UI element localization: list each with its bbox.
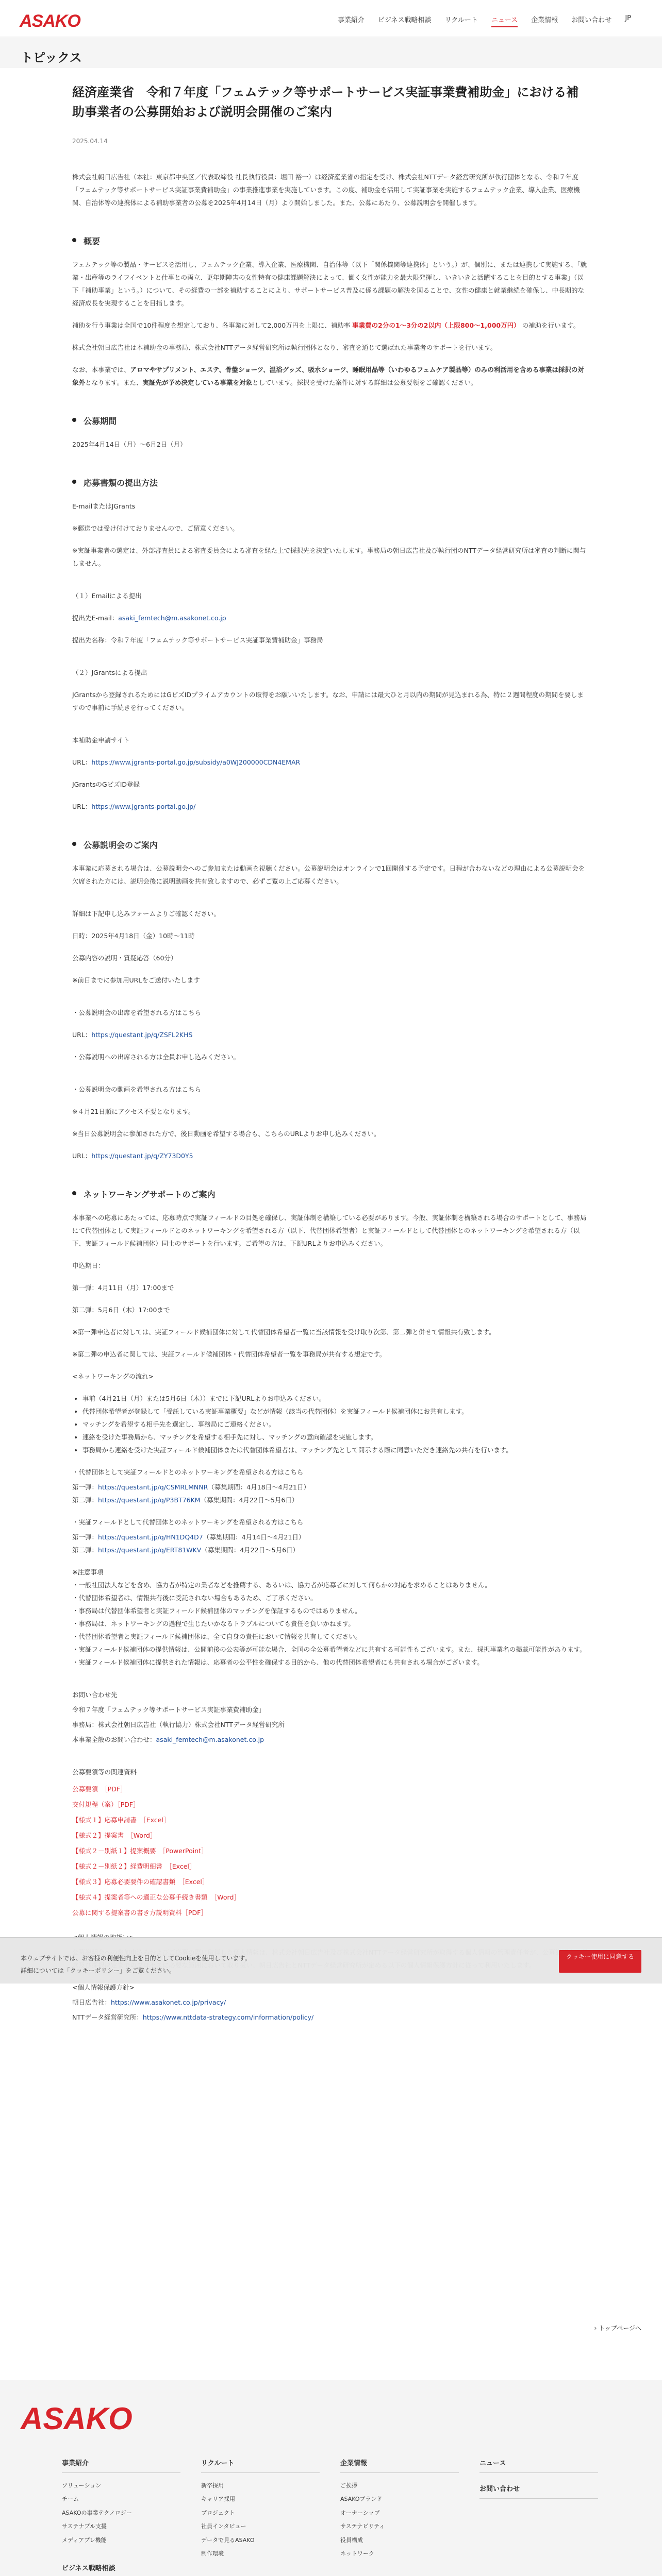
footer-link[interactable]: ASAKOの事業テクノロジー (62, 2509, 132, 2516)
main-nav (338, 14, 631, 27)
download-link[interactable]: 【様式４】提案者等への適正な公募手続き書類 ［Word］ (72, 1893, 240, 1901)
briefing-attend-url: URL：https://questant.jp/q/ZSFL2KHS (72, 1030, 193, 1039)
inquiry-line-2: 事務局：株式会社朝日広告社（執行協力）株式会社NTTデータ経営研究所 (72, 1720, 285, 1728)
footer-heading[interactable]: 事業紹介 (62, 2458, 180, 2473)
privacy-asako-link[interactable]: https://www.asakonet.co.jp/privacy/ (111, 1998, 226, 2006)
article-title: 経済産業省 令和７年度「フェムテック等サポートサービス実証事業費補助金」における補助事業者の公募開始および説明会開催のご案内 (72, 85, 579, 120)
networking-flow-heading: <ネットワーキングの流れ> (72, 1372, 154, 1380)
footer-heading[interactable]: お問い合わせ (479, 2483, 598, 2499)
download-link[interactable]: 公募要領 ［PDF］ (72, 1785, 127, 1793)
intro-paragraph: 株式会社朝日広告社（本社：東京都中央区／代表取締役 社長執行役員：堀田 裕一）は経済産業省の指定を受け、株式会社NTTデータ経営研究所が執行団体となる、令和７年度「フェムテック等サポートサービス実証事業費補助金」の事業推進事業を実施しています。この度、補助金を活用して実証事業を実施するフェムテック企業、導入企業、医療機関、自治体等の連携体による補助事業者の公募を2025年4月14日（月）より開始しました。また、公募にあたり、公募説明会を開催します。 (72, 173, 580, 207)
note-1: ・一般社団法人などを含め、協力者が特定の業者などを推薦する、あるいは、協力者が応募者に対して何らかの対応を求めることはありません。 (72, 1581, 491, 1589)
back-to-top-link[interactable]: › トップページへ (594, 2325, 641, 2332)
nav-company[interactable]: 企業情報 (531, 16, 558, 24)
footer-link[interactable]: データで見るASAKO (201, 2536, 255, 2544)
cookie-text: 本ウェブサイトでは、お客様の利便性向上を目的としてCookieを使用しています。 詳細については「クッキーポリシー」をご覧ください。 (21, 1955, 251, 1974)
networking-paragraph: 本事業への応募にあたっては、応募時点で実証フィールドの目処を確保し、実証体制を構築している必要があります。今般、実証体制を構築される場合のサポートとして、事務局にて代替団体として実証フィールドとのネットワーキングを希望される方（以下、代替団体希望者）と実証フィールドとして代替団体とのネットワーキングを希望される方（以下、実証フィールド候補団体）同士のサポートを行います。ご希望の方は、下記URLよりお申込みください。 (72, 1213, 587, 1247)
downloads-list (72, 1782, 588, 1921)
briefing-video-note-2: ※当日公募説明会に参加された方で、後日動画を希望する場合も、こちらのURLよりお申し込みください。 (72, 1129, 380, 1138)
submission-note-2: ※実証事業者の選定は、外部審査員による審査委員会による審査を経た上で採択先を決定いたします。事務局の朝日広告社及び執行団のNTTデータ経営研究所は審査の判断に関与しません。 (72, 546, 586, 567)
jgrants-site-label: 本補助金申請サイト (72, 736, 130, 744)
email-heading: （１）Emailによる提出 (72, 591, 142, 600)
footer-link[interactable]: 新卒採用 (201, 2482, 224, 2489)
footer-link[interactable]: 役員構成 (340, 2536, 363, 2544)
briefing-video-link[interactable]: https://questant.jp/q/ZY73D0Y5 (91, 1151, 193, 1160)
briefing-video: ・公募説明会の動画を希望される方はこちら (72, 1085, 202, 1093)
gbiz-label: JGrantsのGビズID登録 (72, 780, 140, 788)
networking-field-2: 第二弾：https://questant.jp/q/ERT81WKV（募集期間：4月22日〜5月6日） (72, 1546, 300, 1554)
networking-proxy-1: 第一弾：https://questant.jp/q/CSMRLMNNR（募集期間：4月18日〜4月21日） (72, 1483, 310, 1491)
footer-link[interactable]: メディアプレ機能 (62, 2536, 107, 2544)
footer-link[interactable]: サステナブル支援 (62, 2523, 107, 2530)
note-2: ・代替団体希望者は、情報共有後に受託されない場合もあるため、ご了承ください。 (72, 1594, 317, 1602)
briefing-video-url: URL：https://questant.jp/q/ZY73D0Y5 (72, 1151, 193, 1160)
note-3: ・事務局は代替団体希望者と実証フィールド候補団体のマッチングを保証するものではありません。 (72, 1606, 361, 1615)
gbiz-url-link[interactable]: https://www.jgrants-portal.go.jp/ (91, 802, 196, 810)
list-item: • 代替団体希望者が登録して「受託している実証事業概要」などが情報（該当の代替団体）を実証フィールド候補団体にお共有します。 (82, 1405, 588, 1418)
briefing-attend: ・公募説明会の出席を希望される方はこちら (72, 1008, 202, 1016)
briefing-video-note-1: ※４月21日順にアクセス不要となります。 (72, 1107, 195, 1115)
footer-link[interactable]: ネットワーク (340, 2550, 374, 2557)
downloads-heading: 公募要領等の関連資料 (72, 1768, 137, 1776)
section-title: トピックス (21, 50, 82, 65)
download-link[interactable]: 【様式２－別紙２】経費明細書 ［Excel］ (72, 1862, 196, 1870)
networking-deadline-label: 申込期日： (72, 1261, 105, 1269)
footer-link[interactable]: ASAKOブランド (340, 2496, 383, 2503)
download-link[interactable]: 公募に関する提案書の書き方説明資料［PDF］ (72, 1908, 207, 1917)
networking-steps (82, 1392, 588, 1456)
networking-deadline-2: 第二弾：5月6日（木）17:00まで (72, 1306, 170, 1314)
list-item: • 事務局から連絡を受けた実証フィールド候補団体または代替団体希望者は、マッチング先として開示する際に同意いただき連絡先の共有を行います。 (82, 1444, 588, 1456)
footer-col-recruit (201, 2458, 320, 2561)
download-link[interactable]: 【様式２】提案書 ［Word］ (72, 1831, 157, 1839)
overview-paragraph-3: 株式会社朝日広告社は本補助金の事務局、株式会社NTTデータ経営研究所は執行団体となり、審査を通じて選ばれた事業者のサポートを行います。 (72, 343, 497, 351)
list-item: • マッチングを希望する相手先を選定し、事務局にご連絡ください。 (82, 1418, 588, 1431)
footer-link[interactable]: 制作環境 (201, 2550, 224, 2557)
networking-note-2: ※第二弾の申込者に関しては、実証フィールド候補団体・代替団体希望者一覧を事務局が共有する想定です。 (72, 1350, 386, 1358)
networking-deadline-1: 第一弾：4月11日（月）17:00まで (72, 1283, 174, 1292)
email-subject-line: 提出先名称：令和７年度「フェムテック等サポートサービス実証事業費補助金」事務局 (72, 636, 323, 644)
footer-link[interactable]: ソリューション (62, 2482, 102, 2489)
inquiry-email-link[interactable]: asaki_femtech@m.asakonet.co.jp (156, 1735, 264, 1743)
list-item: • 連絡を受けた事務局から、マッチングを希望する相手先に対し、マッチングの意向確認を実施します。 (82, 1431, 588, 1444)
jgrants-heading: （２）JGrantsによる提出 (72, 668, 147, 676)
note-7: ・実証フィールド候補団体に提供された情報は、応募者の公平性を確保する目的から、他の代替団体希望者にも共有される場合がございます。 (72, 1658, 484, 1666)
overview-paragraph-4: なお、本事業では、アロマやサプリメント、エステ、骨盤ショーツ、温浴グッズ、吸水ショーツ、睡眠用品等（いわゆるフェムケア製品等）のみの利活用を含める事業は採択の対象外となります。また、実証先が予め決定している事業を対象としています。採択を受けた案件に対する詳細は公募要領をご確認ください。 (72, 365, 584, 386)
privacy-asako-line: 朝日広告社：https://www.asakonet.co.jp/privacy/ (72, 1998, 226, 2006)
download-link[interactable]: 【様式３】応募必要要件の確認書類 ［Excel］ (72, 1877, 209, 1886)
briefing-content: 公募内容の説明・質疑応答（60分） (72, 954, 177, 962)
footer-logo[interactable]: ASAKO (21, 2401, 133, 2436)
networking-field-link-1[interactable]: https://questant.jp/q/HN1DQ4D7 (98, 1533, 203, 1541)
cookie-accept-button[interactable]: クッキー使用に同意する (559, 1950, 641, 1973)
submission-note-1: ※郵送では受け付けておりませんので、ご留意ください。 (72, 524, 239, 532)
nav-business[interactable]: 事業紹介 (337, 16, 365, 24)
jgrants-body: JGrantsから登録されるためにはGビズIDプライムアカウントの取得をお願いいたします。なお、申請には最大ひと月以内の期間が見込まれる為、特に２週間程度の期間を要しますので事前に手続きを行ってください。 (72, 690, 584, 711)
heading-submission: 応募書類の提出方法 (72, 477, 588, 488)
footer-heading[interactable]: リクルート (201, 2458, 320, 2473)
list-item: • 事前（4月21日（月）または5月6日（木））までに下記URLよりお申込みください。 (82, 1392, 588, 1405)
footer-col-company (340, 2458, 459, 2561)
privacy-ntt-line: NTTデータ経営研究所：https://www.nttdata-strategy.com/information/policy/ (72, 2013, 314, 2021)
footer-heading[interactable]: ビジネス戦略相談 (62, 2563, 180, 2576)
briefing-details: 詳細は下記申し込みフォームよりご確認ください。 (72, 909, 220, 918)
networking-note-1: ※第一弾申込者に対しては、実証フィールド候補団体に対して代替団体希望者一覧に当該情報を受け取り次第、第二弾と併せて情報共有致します。 (72, 1328, 495, 1336)
site-header (0, 0, 662, 37)
inquiry-line-1: 令和７年度「フェムテック等サポートサービス実証事業費補助金」 (72, 1705, 266, 1714)
heading-overview: 概要 (72, 235, 588, 247)
networking-proxy-link-2[interactable]: https://questant.jp/q/P3BT76KM (98, 1496, 201, 1504)
footer-link[interactable]: ご挨拶 (340, 2482, 357, 2489)
inquiry-line-3: 本事業全般のお問い合わせ：asaki_femtech@m.asakonet.co.jp (72, 1735, 264, 1743)
nav-recruit[interactable]: リクルート (444, 16, 478, 24)
email-address-link[interactable]: asaki_femtech@m.asakonet.co.jp (118, 614, 226, 622)
briefing-attend-link[interactable]: https://questant.jp/q/ZSFL2KHS (91, 1030, 193, 1039)
cookie-banner (0, 1937, 662, 1984)
period-text: 2025年4月14日（月）〜6月2日（月） (72, 440, 187, 448)
footer-heading[interactable]: 企業情報 (340, 2458, 459, 2473)
heading-period: 公募期間 (72, 415, 588, 427)
download-link[interactable]: 【様式１】応募申請書 ［Excel］ (72, 1816, 170, 1824)
heading-networking: ネットワーキングサポートのご案内 (72, 1188, 588, 1200)
note-4: ・事務局は、ネットワーキングの過程で生じたいかなるトラブルについても責任を負いかねます。 (72, 1619, 355, 1628)
note-5: ・代替団体希望者と実証フィールド候補団体は、全て自身の責任において情報を共有してください。 (72, 1632, 362, 1640)
email-address-line: 提出先E-mail：asaki_femtech@m.asakonet.co.jp (72, 614, 226, 622)
networking-field-1: 第一弾：https://questant.jp/q/HN1DQ4D7（募集期間：4月14日〜4月21日） (72, 1533, 305, 1541)
language-switch[interactable]: JP (625, 14, 631, 22)
privacy-policy-heading: <個人情報保護方針> (72, 1983, 135, 1991)
article (72, 82, 588, 2033)
notes-heading: ※注意事項 (72, 1568, 104, 1576)
briefing-datetime: 日時：2025年4月18日（金）10時〜11時 (72, 931, 195, 940)
footer-link[interactable]: チーム (62, 2496, 79, 2503)
networking-field-heading: ・実証フィールドとして代替団体とのネットワーキングを希望される方はこちら (72, 1518, 304, 1526)
overview-paragraph-1: フェムテック等の製品・サービスを活用し、フェムテック企業、導入企業、医療機関、自治体等（以下「関係機関等連携体」という。）が、個別に、または連携して実施する、「就業・出産等のライフイベントと仕事との両立、更年期障害の女性特有の健康課題解決によって、働く女性が能力を最大限発揮し、いきいきと活躍することを目的とする事業」（以下「補助事業」という。）について、その経費の一部を補助することにより、サポートサービス普及に係る課題の解決を図ることで、女性の健康と就業継続を確保し、中長期的な経済成長を実現することを目指します。 (72, 260, 587, 307)
note-6: ・実証フィールド候補団体の提供情報は、公開前後の公表等が可能な場合、全国の全公募希望者などに共有する可能性もございます。また、採択事業名の掲載可能性があります。 (72, 1645, 586, 1653)
footer-link[interactable]: サステナビリティ (340, 2523, 385, 2530)
footer-link[interactable]: プロジェクト (201, 2509, 235, 2516)
networking-field-link-2[interactable]: https://questant.jp/q/ERT81WKV (98, 1546, 202, 1554)
footer-link[interactable]: オーナーシップ (340, 2509, 380, 2516)
gbiz-url-line: URL：https://www.jgrants-portal.go.jp/ (72, 802, 196, 810)
footer-col-news (479, 2458, 598, 2505)
site-logo[interactable]: ASAKO (20, 11, 80, 31)
networking-proxy-2: 第二弾：https://questant.jp/q/P3BT76KM（募集期間：4月22日〜5月6日） (72, 1496, 299, 1504)
briefing-attend-note: ・公募説明への出席される方は全員お申し込みください。 (72, 1053, 240, 1061)
networking-proxy-link-1[interactable]: https://questant.jp/q/CSMRLMNNR (98, 1483, 208, 1491)
download-link[interactable]: 交付規程（案）［PDF］ (72, 1800, 140, 1808)
submission-method: E-mailまたはJGrants (72, 502, 136, 510)
nav-strategy[interactable]: ビジネス戦略相談 (377, 16, 432, 24)
jgrants-url-line: URL：https://www.jgrants-portal.go.jp/subsidy/a0WJ200000CDN4EMAR (72, 758, 301, 766)
article-date: 2025.04.14 (72, 137, 108, 145)
privacy-ntt-link[interactable]: https://www.nttdata-strategy.com/information/policy/ (142, 2013, 314, 2021)
briefing-note: ※前日までに参加用URLをご送付いたします (72, 976, 200, 984)
nav-contact[interactable]: お問い合わせ (571, 16, 612, 24)
heading-briefing: 公募説明会のご案内 (72, 839, 588, 851)
footer-heading[interactable]: ニュース (479, 2458, 598, 2473)
jgrants-url-link[interactable]: https://www.jgrants-portal.go.jp/subsidy/a0WJ200000CDN4EMAR (91, 758, 301, 766)
download-link[interactable]: 【様式２－別紙１】提案概要 ［PowerPoint］ (72, 1846, 208, 1855)
overview-paragraph-2: 補助を行う事業は全国で10件程度を想定しており、各事業に対して2,000万円を上限に、補助率 事業費の2分の1〜3分の2以内（上限800〜1,000万円） の補助を行います。 (72, 321, 580, 329)
briefing-paragraph: 本事業に応募される場合は、公募説明会へのご参加または動画を視聴ください。公募説明会はオンラインで1回開催する予定です。日程が合わないなどの理由による公募説明会を欠席された方には、説明会後に説明動画を共有致しますので、必ずご覧の上ご応募ください。 (72, 864, 585, 885)
footer-link[interactable]: 社員インタビュー (201, 2523, 246, 2530)
nav-news[interactable]: ニュース (491, 14, 518, 27)
inquiry-heading: お問い合わせ先 (72, 1690, 118, 1699)
footer-link[interactable]: キャリア採用 (201, 2496, 235, 2503)
networking-proxy-heading: ・代替団体として実証フィールドとのネットワーキングを希望される方はこちら (72, 1468, 304, 1476)
footer-col-business (62, 2458, 180, 2576)
section-bar (0, 37, 662, 68)
site-footer (0, 2380, 662, 2576)
